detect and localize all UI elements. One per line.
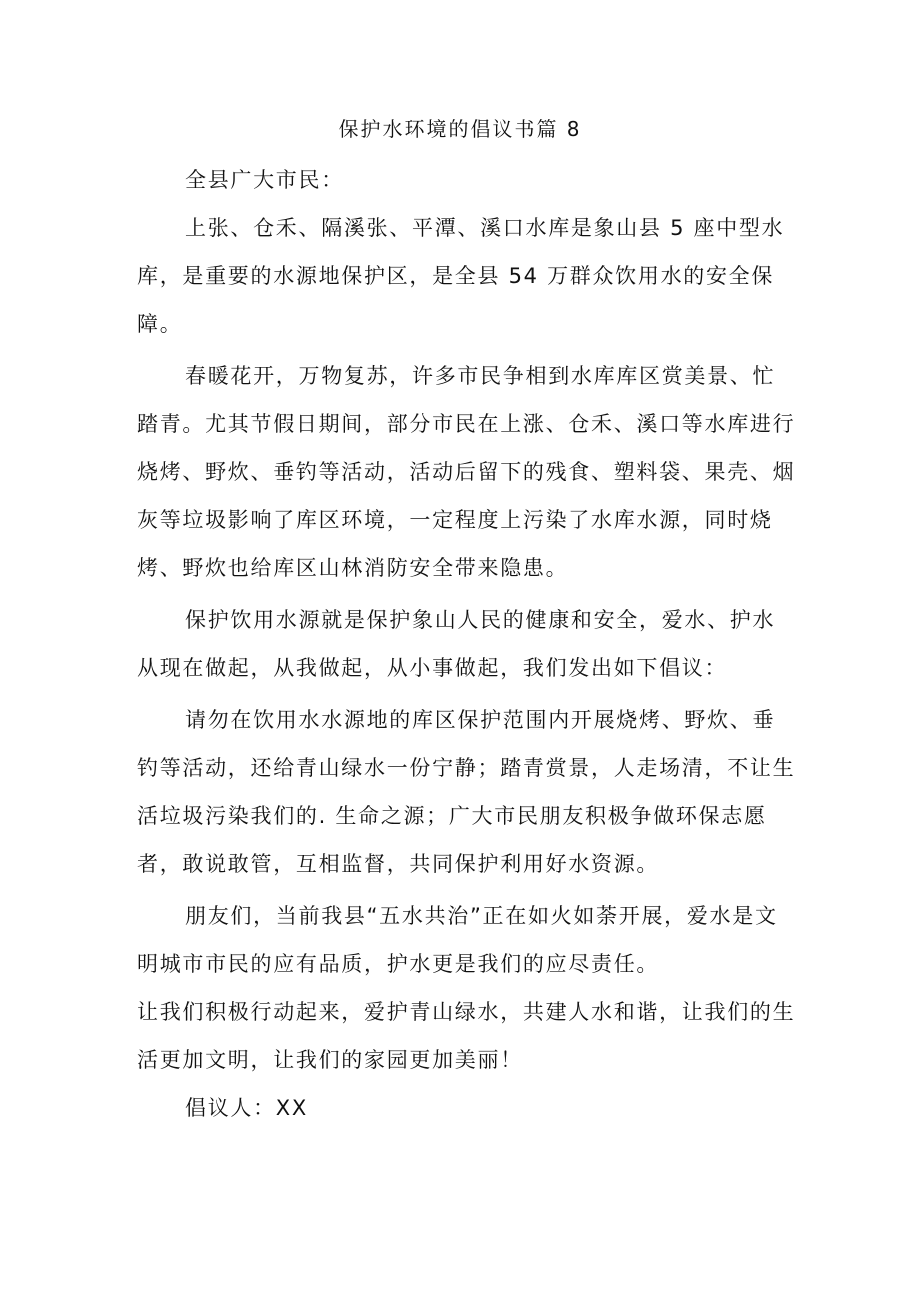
signature: 倡议人：XX [185,1096,308,1120]
salutation: 全县广大市民： [185,168,344,192]
paragraph-spring: 春暖花开，万物复苏，许多市民争相到水库库区赏美景、忙踏青。尤其节假日期间，部分市民在上涨、仓禾、溪口等水库进行烧烤、野炊、垂钓等活动，活动后留下的残食、塑料袋、果壳、烟灰等垃圾影响了库区环境，一定程度上污染了水库水源，同时烧烤、野炊也给库区山林消防安全带来隐患。 [137,364,796,580]
paragraph-call-to-action: 让我们积极行动起来，爱护青山绿水，共建人水和谐，让我们的生活更加文明，让我们的家园更加美丽！ [137,1000,796,1072]
paragraph-protect: 保护饮用水源就是保护象山人民的健康和安全，爱水、护水从现在做起，从我做起，从小事做起，我们发出如下倡议： [137,608,776,680]
paragraph-reservoirs: 上张、仓禾、隔溪张、平潭、溪口水库是象山县 5 座中型水库，是重要的水源地保护区，是全县 54 万群众饮用水的安全保障。 [137,216,785,336]
paragraph-friends: 朋友们，当前我县“五水共治”正在如火如荼开展，爱水是文明城市市民的应有品质，护水更是我们的应尽责任。 [137,904,778,976]
document-title: 保护水环境的倡议书篇 8 [338,117,582,141]
document-body [137,156,797,1132]
paragraph-proposals: 请勿在饮用水水源地的库区保护范围内开展烧烤、野炊、垂钓等活动，还给青山绿水一份宁静；踏青赏景，人走场清，不让生活垃圾污染我们的. 生命之源；广大市民朋友积极争做环保志愿者，敢说敢管，互相监督，共同保护利用好水资源。 [137,708,796,876]
